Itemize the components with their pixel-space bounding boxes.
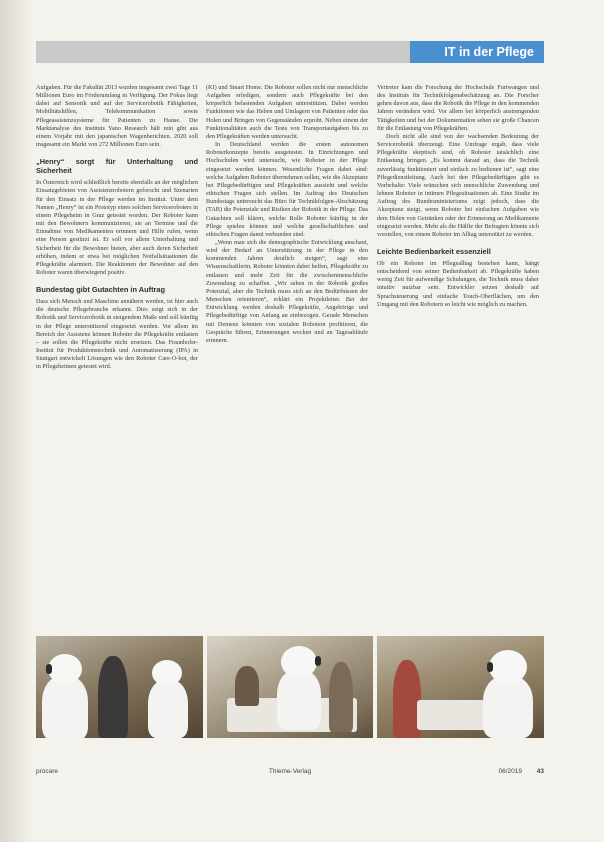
robot-head xyxy=(281,646,317,678)
paragraph: Aufgaben. Für die Fakultät 2013 wurden insgesamt zwei Tage 11 Millionen Euro im Förderumfang in Verfügung. Der Fokus liegt dabei auf Sensorik und auf der Servicerobotik Fähigkeiten, Mobilitätshilfen, Telekommunikation sowie Pflegeassistenzsysteme für Patienten zu Hause. Die Marktanalyse des Instituts Yano Research hält rein gibt aus einem Vorjahr mit den japanischen Wagenberichten. 2020 soll insgesamt ein Markt von 272 Millionen Euro sein. xyxy=(36,84,198,149)
article-column-3 xyxy=(377,84,539,628)
magazine-name: procare xyxy=(36,768,59,775)
person-figure xyxy=(235,666,259,706)
robot-photo-2 xyxy=(207,636,374,738)
robot-head xyxy=(152,660,182,686)
robot-head xyxy=(48,654,82,684)
person-figure xyxy=(329,662,353,732)
section-title: IT in der Pflege xyxy=(410,41,544,63)
paragraph: Doch nicht alle sind von der wachsenden Bedeutung der Servicerobotik überzeugt. Eine Umfrage ergab, dass viele Pflegekräfte skeptisch sind, ob Roboter tatsächlich eine Entlastung bringen. „Es kommt darauf an, dass die Technik zuverlässig funktioniert und einfach zu bedienen ist“, sagt eine Pflegedienstleitung. Auch bei den Pflegebedürftigen gibt es Vorbehalte: Viele wünschen sich menschliche Zuwendung und lehnen Roboter in intimen Pflegesituationen ab. Eine Studie im Auftrag des Bundesministeriums zeigt jedoch, dass die Akzeptanz steigt, wenn Roboter bei einfachen Aufgaben wie dem Holen von Getränken oder der Erinnerung an Medikamente eingesetzt werden. Mehr als die Hälfte der Befragten könnte sich vorstellen, von einem Roboter im Alltag unterstützt zu werden. xyxy=(377,132,539,238)
photo-strip xyxy=(36,636,544,738)
robot-figure xyxy=(277,670,321,730)
issue-date: 06/2019 xyxy=(498,768,522,775)
robot-figure xyxy=(42,676,88,738)
robot-figure xyxy=(148,680,188,738)
publisher-name: Thieme-Verlag xyxy=(268,768,312,775)
page-number: 43 xyxy=(536,768,544,775)
robot-ear xyxy=(46,664,52,674)
subheading: „Henry“ sorgt für Unterhaltung und Sicherheit xyxy=(36,157,198,176)
paragraph: (KI) und Smart Home. Die Roboter sollen nicht nur menschliche Aufgaben erledigen, sondern auch Pflegekräfte bei den körperlich belastenden Aufgaben unterstützen. Dabei werden Funktionen wie das Heben und Umlagern von Patienten oder das Holen und Bringen von Gegenständen erprobt. Neben einem der Funktionalitäten auch die Tests von Transportaufgaben bis zu den Pflegekräften werden untersucht. xyxy=(206,84,368,140)
article-column-2 xyxy=(206,84,368,628)
paragraph: Ob ein Roboter im Pflegealltag bestehen kann, hängt entscheidend von seiner Bedienbarkeit ab. Pflegekräfte haben wenig Zeit für aufwendige Schulungen, die Technik muss daher intuitiv nutzbar sein. Entwickler setzen deshalb auf Sprachsteuerung und einfache Touch-Oberflächen, um den Umgang mit den Robotern so leicht wie möglich zu machen. xyxy=(377,259,539,308)
robot-figure xyxy=(483,676,533,738)
subheading: Leichte Bedienbarkeit essenziell xyxy=(377,246,491,256)
paragraph: „Wenn man sich die demographische Entwicklung anschaut, wird der Bedarf an Unterstützung in der Pflege in den kommenden Jahren deutlich steigen“, sagt eine Wissenschaftlerin. Roboter könnten dabei helfen, Pflegekräfte zu entlasten und mehr Zeit für die zwischenmenschliche Zuwendung zu schaffen. „Wir sehen in der Robotik großes Potenzial, aber die Technik muss sich an den Bedürfnissen der Menschen orientieren“, erklärt ein Projektleiter. Bei der Entwicklung werden deshalb Pflegekräfte, Angehörige und Pflegebedürftige von Anfang an einbezogen. Gerade Menschen mit Demenz könnten von sozialen Robotern profitieren, die Gespräche führen, Erinnerungen wecken und an Tagesabläufe erinnern. xyxy=(206,238,368,344)
paragraph: Vertreter kam die Forschung der Hochschule Furtwangen und des Instituts für Technikfolgenabschätzung an. Die Forscher gehen davon aus, dass die Robotik die Pflege in den kommenden Jahren verändern wird. Vor allem bei körperlich anstrengenden Tätigkeiten und bei der Dokumentation sehen sie große Chancen für die Entlastung von Pflegekräften. xyxy=(377,84,539,132)
article-column-1 xyxy=(36,84,198,628)
paragraph: Dass sich Mensch und Maschine annähern werden, ist hier auch die deutsche Pflegebranche erkannt. Dies zeigt sich in der Robotik und Servicerobotik in steigendem Maße und soll künftig in der Pflege unterstützend eingesetzt werden. Vor allem im Bereich der Assistenz können Roboter die Pflegekräfte entlasten – sie sollen die Pflegekräfte nicht ersetzen. Das Fraunhofer-Institut für Produktionstechnik und Automatisierung (IPA) in Stuttgart entwickelt Lösungen wie den Roboter Care-O-bot, der in Pflegeheimen getestet wird. xyxy=(36,298,198,371)
person-figure xyxy=(98,656,128,738)
subheading: Bundestag gibt Gutachten in Auftrag xyxy=(36,285,166,295)
page-edge-shadow xyxy=(0,0,34,842)
robot-photo-3 xyxy=(377,636,544,738)
robot-ear xyxy=(487,662,493,672)
paragraph: In Österreich wird schließlich bereits ebenfalls an der möglichen Einsatzgebieten von Assistenzrobotern geforscht und Szenarien für den Einsatz in der Pflege werden im Institut. Unter dem Namen „Henry“ ist ein Prototyp eines solchen Serviceroboters in einem Pflegeheim in Graz getestet worden. Der Roboter kann mit den Bewohnern kommunizieren, sie an Termine und die Einnahme von Medikamenten erinnern und Hilfe rufen, wenn eine Person gestürzt ist. Er soll vor allem Unterhaltung und Sicherheit für die Bewohner bieten, aber auch deren Sicherheit erhöhen, indem er etwa bei möglichen Notfallsituationen die Pflegekräfte alarmiert. Die Reaktionen der Bewohner auf den Roboter waren überwiegend positiv. xyxy=(36,179,198,276)
page-footer xyxy=(36,768,544,780)
robot-photo-1 xyxy=(36,636,203,738)
paragraph: In Deutschland werden die ersten autonomen Roboterkonzepte bereits ausgetestet. In Einrichtungen und Hochschulen wird untersucht, wie Roboter in der Pflege eingesetzt werden können. Wesentliche Fragen dabei sind: welche Aufgaben Roboter übernehmen sollen, wie die Akzeptanz bei Pflegebedürftigen und Pflegekräften aussieht und welche ethischen Fragen sich stellen. Im Auftrag des Deutschen Bundestags untersucht das Büro für Technikfolgen-Abschätzung (TAB) die Potenziale und Risiken der Robotik in der Pflege. Das Gutachten soll klären, welche Rolle Roboter künftig in der Pflege spielen können und welche gesellschaftlichen und ethischen Fragen damit verbunden sind. xyxy=(206,141,368,238)
robot-ear xyxy=(315,656,321,666)
